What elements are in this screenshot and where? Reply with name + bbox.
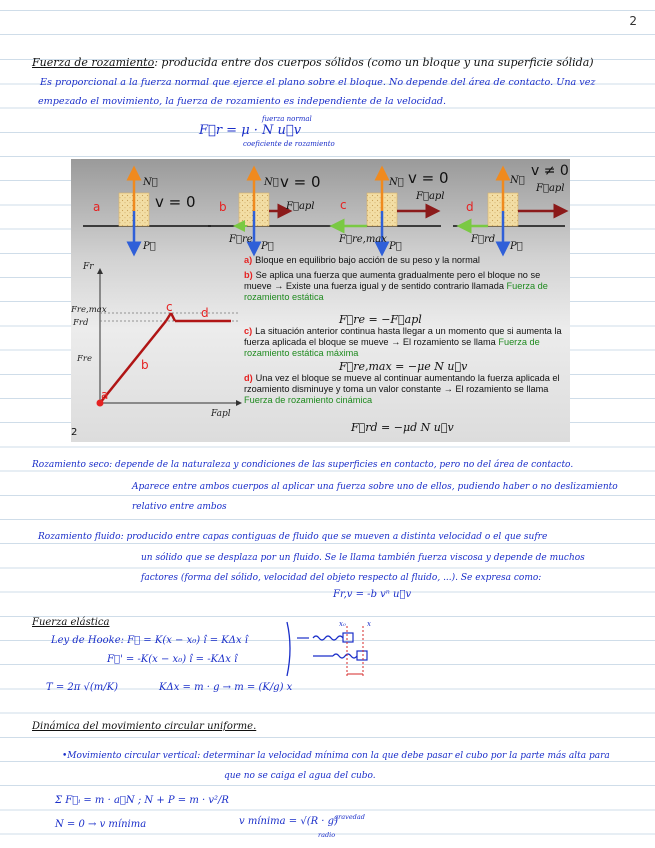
panel-c-letter: c bbox=[340, 198, 347, 212]
rozamiento-seco-line-1: Rozamiento seco: depende de la naturaleza y condiciones de las superficies en contacto, pero no del área de contacto. bbox=[32, 460, 574, 470]
equation-static-max: F⃗re,max = −μe N u⃗v bbox=[339, 360, 468, 373]
dinamica-formula-3: v mínima = √(R · g) bbox=[239, 816, 338, 827]
formula-note-coef: coeficiente de rozamiento bbox=[243, 140, 335, 148]
hooke-law-1: Ley de Hooke: F⃗ = K(x − x₀) î = KΔx î bbox=[51, 635, 248, 646]
dinamica-note-gravedad: gravedad bbox=[334, 813, 365, 821]
graph-tick-fremax: Fre,max bbox=[71, 305, 107, 315]
panel-b-letter: b bbox=[219, 200, 227, 214]
friction-figure bbox=[71, 159, 570, 442]
heading-dinamica: Dinámica del movimiento circular uniforme. bbox=[32, 721, 257, 732]
spring-label-x: x bbox=[367, 620, 371, 628]
spring-sketch bbox=[285, 618, 405, 684]
annotation-c: c) La situación anterior continua hasta llegar a un momento que si aumenta la fuerza aplicada el bloque se mueve → El rozamiento se llama Fuerza de rozamiento estática máxima bbox=[244, 326, 562, 358]
graph-tick-fre: Fre bbox=[77, 354, 92, 364]
panel-c-applied-label: F⃗apl bbox=[416, 191, 445, 202]
rozamiento-fluido-line-1: Rozamiento fluido: producido entre capas contiguas de fluido que se mueven a distinta velocidad o el que sufre bbox=[38, 532, 548, 542]
panel-a-weight-label: P⃗ bbox=[143, 241, 156, 252]
spring-label-x0: x₀ bbox=[339, 620, 346, 628]
rozamiento-line-1: Es proporcional a la fuerza normal que ejerce el plano sobre el bloque. No depende del área de contacto. Una vez bbox=[40, 77, 596, 88]
graph-label-a: a bbox=[101, 388, 109, 402]
graph-label-b: b bbox=[141, 358, 149, 372]
panel-b-normal-label: N⃗ bbox=[264, 177, 279, 188]
annotation-a: a) Bloque en equilibrio bajo acción de su peso y la normal bbox=[244, 255, 480, 265]
panel-b-applied-label: F⃗apl bbox=[286, 201, 315, 212]
hooke-law-2: F⃗' = -K(x − x₀) î = -KΔx î bbox=[107, 654, 238, 665]
rozamiento-seco-line-3: relativo entre ambos bbox=[132, 502, 227, 512]
dinamica-note-radio: radio bbox=[318, 831, 336, 839]
annotation-b: b) Se aplica una fuerza que aumenta gradualmente pero el bloque no se mueve → Existe una fuerza igual y de sentido contrario llamada Fuerza de rozamiento estática bbox=[244, 270, 548, 302]
panel-d-normal-label: N⃗ bbox=[510, 175, 525, 186]
panel-b-weight-label: P⃗ bbox=[261, 241, 274, 252]
heading-fuerza-elastica: Fuerza elástica bbox=[32, 617, 110, 628]
rozamiento-fluido-line-2: un sólido que se desplaza por un fluido. Se le llama también fuerza viscosa y depende de muchos bbox=[141, 553, 585, 563]
friction-graph bbox=[97, 271, 240, 407]
graph-axis-x-label: Fapl bbox=[211, 409, 231, 419]
graph-tick-frd: Frd bbox=[73, 318, 89, 328]
graph-label-d: d bbox=[201, 306, 209, 320]
graph-axis-y-label: Fr bbox=[83, 262, 94, 272]
annotation-d: d) Una vez el bloque se mueve al continuar aumentando la fuerza aplicada el rzoamiento disminuye y toma un valor constante → El rozamiento se llama Fuerza de rozamiento cinámica bbox=[244, 373, 560, 405]
panel-b-velocity: v = 0 bbox=[280, 173, 321, 191]
formula-note-normal: fuerza normal bbox=[262, 115, 312, 123]
equilibrium-formula: KΔx = m · g → m = (K/g) x bbox=[159, 682, 293, 693]
figure-slide-number: 2 bbox=[71, 427, 78, 438]
rozamiento-line-2: empezado el movimiento, la fuerza de rozamiento es independiente de la velocidad. bbox=[38, 96, 447, 107]
graph-label-c: c bbox=[166, 300, 173, 314]
equation-static: F⃗re = −F⃗apl bbox=[339, 313, 422, 326]
panel-d-weight-label: P⃗ bbox=[510, 241, 523, 252]
panel-b-friction-label: F⃗re bbox=[229, 234, 253, 245]
dinamica-line-1: •Movimiento circular vertical: determinar la velocidad mínima con la que debe pasar el cubo por la parte más alta para bbox=[62, 751, 610, 761]
panel-c-weight-label: P⃗ bbox=[389, 241, 402, 252]
panel-d-letter: d bbox=[466, 200, 474, 214]
rozamiento-fluido-line-3: factores (forma del sólido, velocidad del objeto respecto al fluido, ...). Se expresa como: bbox=[141, 573, 542, 583]
panel-a-letter: a bbox=[93, 200, 101, 214]
dinamica-formula-2: N = 0 → v mínima bbox=[55, 819, 147, 830]
panel-d-applied-label: F⃗apl bbox=[536, 183, 565, 194]
dinamica-formula-1: Σ F⃗ᵢ = m · a⃗N ; N + P = m · v²/R bbox=[55, 795, 229, 806]
dinamica-line-2: que no se caiga el agua del cubo. bbox=[224, 771, 376, 781]
panel-a-velocity: v = 0 bbox=[155, 193, 196, 211]
panel-d-friction-label: F⃗rd bbox=[471, 234, 496, 245]
period-formula: T = 2π √(m/K) bbox=[46, 682, 119, 693]
page-number: 2 bbox=[629, 14, 637, 28]
rozamiento-formula: F⃗r = μ · N u⃗v bbox=[199, 123, 302, 138]
panel-d-velocity: v ≠ 0 bbox=[531, 163, 569, 179]
rozamiento-seco-line-2: Aparece entre ambos cuerpos al aplicar una fuerza sobre uno de ellos, pudiendo haber o no deslizamiento bbox=[132, 482, 618, 492]
equation-kinetic: F⃗rd = −μd N u⃗v bbox=[351, 421, 454, 434]
panel-c-friction-label: F⃗re,max bbox=[339, 234, 387, 245]
heading-rozamiento: Fuerza de rozamiento: producida entre dos cuerpos sólidos (como un bloque y una superficie sólida) bbox=[32, 56, 594, 69]
panel-a-normal-label: N⃗ bbox=[143, 177, 158, 188]
panel-c-velocity: v = 0 bbox=[408, 169, 449, 187]
rozamiento-fluido-formula: Fr,v = -b vⁿ u⃗v bbox=[333, 589, 412, 600]
panel-c-normal-label: N⃗ bbox=[389, 177, 404, 188]
